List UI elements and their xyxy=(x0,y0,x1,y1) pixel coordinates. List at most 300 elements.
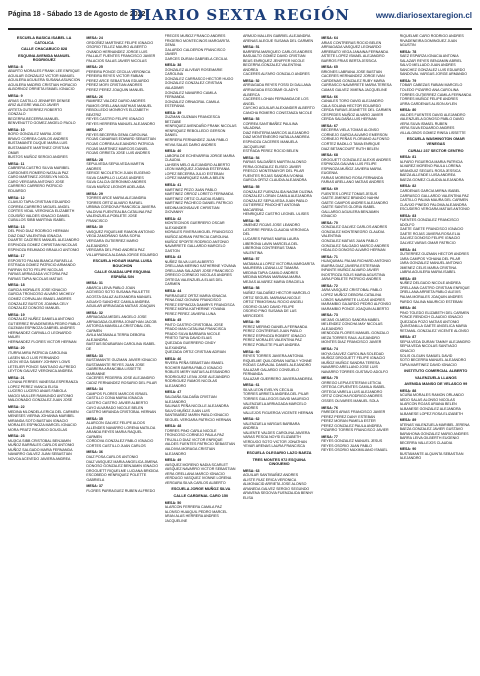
voter-name: PIZARRO TORRES FRANCISCO JAVIER xyxy=(321,428,393,433)
voter-name: HENRIQUEZ CASTRO LEONEL ULISES xyxy=(243,212,315,217)
voter-name: ARANEDA GALVEZ SERGIO SEGUNDO xyxy=(243,487,315,492)
voter-name: TOLEDO PIZARRO ANA CAROLINA xyxy=(400,88,472,93)
voter-name: GONZALEZ NUÑEZ DANIELA ANTONIO xyxy=(8,317,80,322)
voter-name: LABRA AGUILERA MARIA ISABEL xyxy=(400,270,472,275)
voter-name: CASTILLO CONA MARIA IGNACIA xyxy=(86,396,158,401)
voter-name: VALDES FUENTES DAVID ALEJANDRO xyxy=(400,113,472,118)
mesa-label: MESA: 43 xyxy=(165,255,237,260)
mesa-label: MESA: 56 xyxy=(243,219,315,224)
voter-name: GONZALEZ GONZALEZ CRISTIAN VALADIMIR xyxy=(165,81,237,90)
voter-name: URBINA CORDOVA FRANCISCA JAVIERA xyxy=(86,205,158,210)
voter-name: ACEVEDO SOTO SUSANA PAULETTE xyxy=(86,290,158,295)
voter-name: AGUILERA MADRID CRISTIAN HORACIO xyxy=(8,83,80,88)
voter-name: OSORIO OLMO DAVID FELIPE xyxy=(243,305,315,310)
mesa-label: MESA: 90 xyxy=(400,447,472,452)
voter-name: RIQUELME CARO RODRIGO ANDRES xyxy=(400,34,472,39)
voter-name: ROJAS CORREA ALEJANDRO PATRICIA xyxy=(86,142,158,147)
voter-name: SEPULVEDA DURAN TAMMY ALEJANDRO xyxy=(400,340,472,345)
voter-name: TAPIA MARTINEZ DAVID IGNACIO xyxy=(400,363,472,368)
voter-name: FUENTES ROJAS SANDRA IVONNA xyxy=(243,174,315,179)
voter-name: DUARTE CACERES MANUEL ALEJANDRO xyxy=(8,238,80,243)
voter-name: CESPEDES MUÑOZ ALVARO JAVIER xyxy=(321,113,393,118)
voter-name: SEPULVEDA NICOLAS SANTIAGO IGNACIO xyxy=(400,344,472,353)
mesa-label: MESA: 11 xyxy=(8,162,80,167)
voter-name: RAMIREZ VALDEZ DARIO ANDRES xyxy=(86,99,158,104)
voter-name: PEREIRA REYES VICTOR FABIAN xyxy=(86,74,158,79)
voter-name: SANDOVAL VARGAS JORGE ARMANDO xyxy=(400,72,472,77)
mesa-label: MESA: 38 xyxy=(165,63,237,68)
voter-name: ESTRADA PEREZ ROCIO BELEN xyxy=(243,149,315,154)
mesa-label: MESA: 52 xyxy=(243,79,315,84)
voter-name: GALVEZ DONOSO FELIPE IGNACIO xyxy=(400,236,472,241)
voter-name: ORTIZ SEGUEL MARIANA NICOLE xyxy=(243,296,315,301)
voter-name: JIMENEZ ROJAS JOSE LEANDRO xyxy=(243,223,315,228)
voter-listing-columns xyxy=(8,34,472,664)
voter-name: NOVOA ACEVEDO JAVIERA ANDREA xyxy=(8,457,80,462)
voter-name: MEJIAS ALVAREZ MARIA GRACIELA xyxy=(243,280,315,285)
voter-name: NAVARRO GALVEZ JUAN SEBASTIAN xyxy=(8,452,80,457)
voter-name: CABRERA ARANCIBIA LISSETTE MARIANNE xyxy=(86,367,158,376)
voter-name: ROJAS CANARIAS EDWARD SEBASTIAN xyxy=(86,137,158,142)
voter-name: SALVO MUÑOZ JUAN LUIS xyxy=(165,409,237,414)
voter-name: NAVARRO TORRES GUSTAVO ADOLFO xyxy=(321,370,393,375)
voter-name: ARAVENA SEGOVIA FUENZALIDA BENNY ELISA xyxy=(243,491,315,500)
voter-name: HERNANDEZ CARVALLO LEONARDO MAURI xyxy=(8,331,80,340)
mesa-label: MESA: 71 xyxy=(321,255,393,260)
voter-name: SOTO BECERRA MANUEL ALEJANDRO xyxy=(400,358,472,363)
school-heading: ESCUELA HOGAR MARIA LUISA BOUCHON xyxy=(86,259,158,268)
voter-name: VERA SILVA ISMAEL RUBEN xyxy=(400,122,472,127)
mesa-label: MESA: 83 xyxy=(400,214,472,219)
voter-name: MARTINEZ ORTIZ CLAUDIA ISABEL xyxy=(165,197,237,202)
voter-name: ACUÑA MORALES RAMON ORLANDO xyxy=(400,393,472,398)
mesa-label: MESA: 49 xyxy=(165,458,237,463)
voter-name: MEDINA MLONDELA ERICA DEL CARMEN xyxy=(8,410,80,415)
voter-name: GARCIA TRONCOSO ALVARO MICHELY xyxy=(8,292,80,297)
voter-name: ESCUDERO VERGARA MATIAS ANTONIO xyxy=(400,207,472,212)
voter-name: ARAN ALAS HERRERA ANDRES JACQUELINE xyxy=(165,514,237,523)
voter-name: VASQUEZ MORENO NADIA SCARLET xyxy=(165,463,237,468)
voter-name: MEDINA TAPIA CAMILO ANDRES xyxy=(243,271,315,276)
voter-name: ORELLANA ARRIETA PABLO ALEXIS xyxy=(400,290,472,295)
voter-name: CASTRO CASTRO JAVIER ALBERTO xyxy=(86,401,158,406)
voter-name: INFANTE MUÑOZ ALVARO JAVIER xyxy=(321,268,393,273)
voter-name: REBOLLEDO MONROYS ELIZABETH BEATRIZ xyxy=(86,108,158,117)
voter-name: MUÑOZ BARRALES CARLOS ANTONIO xyxy=(8,443,80,448)
mesa-label: MESA: 18 xyxy=(8,283,80,288)
voter-name: GONZALEZ DONOSO MANUEL xyxy=(8,306,80,311)
voter-name: FERIA GONZALEZ ELISEO JAVIER xyxy=(243,165,315,170)
voter-name: PARRAGUEZ ORTIZ MARIA IGNACIA xyxy=(165,294,237,299)
mesa-label: MESA: 13 xyxy=(8,225,80,230)
voter-name: PEREZ ARCE SEBASTIAN EDUARDO xyxy=(86,79,158,84)
voter-name: RIQUELME QUILODRAN NATALY YONNE xyxy=(243,359,315,364)
voter-name: GONZALEZ SEPULVEDA JUAN PABLO xyxy=(243,199,315,204)
voter-name: PEREZ PEREZ JOAQUIN MANUEL xyxy=(86,88,158,93)
voter-name: REYES CASTRO FELIPE IGNACIO xyxy=(86,117,158,122)
voter-name: TRUJILLO DIAZ VICTOR ENRIQUE xyxy=(165,438,237,443)
voter-name: ALISTE RUIZ ERICA VERONICA xyxy=(243,478,315,483)
voter-name: OSSES OLIVARES MANUEL SOLA xyxy=(321,399,393,404)
voter-name: LEYTON GALVEZ VERONICA ANDREA xyxy=(8,369,80,374)
school-heading: ESCUELA OLEGARIO LAZO BAEZA xyxy=(243,451,315,456)
voter-name: MAUREIRA LIZANA LUZ TAMARA xyxy=(243,266,315,271)
voter-name: RIVADENEIRA DOMINGUEZ JUAN AGUSTIN xyxy=(400,39,472,48)
voter-name: JARA CAMPOS YOHANA DEL PILAR xyxy=(400,257,472,262)
voter-name: VILLALOBOS GOMEZ RINSA LISSETTE xyxy=(400,131,472,136)
mesa-label: MESA: 74 xyxy=(321,347,393,352)
mesa-label: MESA: 58 xyxy=(243,286,315,291)
voter-name: GONZALEZ ALIVEAR ROSEMARIE CAROLINA xyxy=(165,68,237,77)
voter-name: DIAZ DIAZ VALENTINA IGNACIA xyxy=(8,234,80,239)
voter-name: ORTIZ CONCHA RODRIGO ANDRES xyxy=(321,394,393,399)
voter-name: LATORRE PEREA CLAUDIA VERONICA DEL xyxy=(243,228,315,237)
voter-name: MAGGI MULLER RAIMUNDO ANTONIO xyxy=(8,394,80,399)
voter-name: LEON MARQUEZ JOANNA ESTEFANIA xyxy=(165,167,237,172)
voter-name: MORALES ESPINOZA MARCEL IGNACIO xyxy=(8,423,80,428)
voter-name: TORRES GALLEGOS DAVID MAURICIO xyxy=(243,397,315,402)
mesa-label: MESA: 65 xyxy=(321,65,393,70)
voter-name: GUTIERREZ RIVADENEIRA PEDRO PABLO xyxy=(8,322,80,327)
voter-name: ORTEGA VALENZUELA ELIAS DEL CARMEN xyxy=(165,278,237,287)
voter-name: ARIAS CASTILLO JENNIFER DENISE xyxy=(8,99,80,104)
voter-name: PALMA MORALES JOAQUIN ANDRES xyxy=(400,295,472,300)
mesa-label: MESA: 55 xyxy=(243,185,315,190)
mesa-label: MESA: 75 xyxy=(321,376,393,381)
voter-name: LAHSEN MELO ALEJANDRO ALBERTO xyxy=(165,163,237,168)
voter-name: DONOSO GONZALEZ BENJAMIN IGNACIO xyxy=(86,464,158,469)
voter-name: AVILA MATAMALA TERRA DEBORA ALEJANDRA xyxy=(86,333,158,342)
voter-name: CANALES TORO DAVID ALEJANDRO xyxy=(321,99,393,104)
listing-column xyxy=(321,34,393,664)
voter-name: QUINTANILLA GAETE ANGELICA MARIA xyxy=(400,324,472,329)
voter-name: PALACIOS SALAS JAVIER NICOLAS xyxy=(86,59,158,64)
voter-name: VALENZUELA ARRIAGADA MARCELO ANDRES xyxy=(243,402,315,411)
voter-name: ARRIAGADA ESCOBAR GLADYS ALBERCA xyxy=(243,88,315,97)
voter-name: PEREZ ESPINOZA DAMIRYS FRANCISCA xyxy=(165,303,237,308)
mesa-label: MESA: 87 xyxy=(400,335,472,340)
page-header xyxy=(8,6,472,30)
voter-name: MONTECINOS GUERRERO OSCAR ALEXANDER xyxy=(165,221,237,230)
voter-name: SILVA CALCIA GERONIMO ANDRES xyxy=(86,180,158,185)
voter-name: RODAS CARVAJAL DANIEL ALEJANDRO xyxy=(243,363,315,368)
voter-name: ESPINOZA MUÑOZ JAVIERA MARIA EUGENIA xyxy=(321,167,393,176)
mesa-label: MESA: 40 xyxy=(165,149,237,154)
voter-name: REYES OSORIO MAXIMILIANO ISMAEL xyxy=(321,448,393,453)
voter-name: ORTEGA VARELA LUIS ALEJANDRO xyxy=(321,390,393,395)
voter-name: ALONSO HUAIQUIL PEDRO MARCEL xyxy=(165,510,237,515)
voter-name: OSORIO PINO SUSANA DE LAS MERCEDES xyxy=(243,309,315,318)
voter-name: AGUILAR GONZALEZ VICTOR MANUEL xyxy=(8,74,80,79)
voter-name: MEDINA MONSALVE CHRISTIAN GIOVANNY xyxy=(165,206,237,215)
voter-name: BUSTAMANTE ALQUINTA SEBASTIAN ALEJANDRO xyxy=(400,452,472,461)
voter-name: VERGARA SILVA CARLOS ALBERTO xyxy=(165,481,237,486)
voter-name: BUSTAMANTE MARTINEZ CRISTIAN OMAR xyxy=(8,146,80,155)
voter-name: FARIAS ARELLANO MATIAS ANDRES xyxy=(321,180,393,185)
voter-name: BECERRA VIELA TOMAS ALONSO xyxy=(321,128,393,133)
voter-name: CACERES PEDERRA JOSE ALEJANDRO xyxy=(86,376,158,381)
voter-name: MENDOZA FLORES MANUEL GONZALO xyxy=(321,331,393,336)
voter-name: NUÑEZ DELGADO NICOLE ANDREA xyxy=(400,281,472,286)
mesa-label: MESA: 9 xyxy=(8,94,80,99)
voter-name: JIMENEZ CELIS MARIA CRISTINA xyxy=(400,266,472,271)
mesa-label: MESA: 25 xyxy=(86,65,158,70)
voter-name: VALLEJOS FIGUEROA VICENTE HERNAN xyxy=(243,411,315,416)
voter-name: ALBORNOZ ORRIETA ISMAEL IGNACIO xyxy=(8,87,80,92)
mesa-label: MESA: 31 xyxy=(86,281,158,286)
voter-name: ESPINOZA CACERES MANUELA JACQUELINE xyxy=(243,140,315,149)
voter-name: CORTES CASTILLO JUAN CARLOS xyxy=(86,444,158,449)
voter-name: LOPEZ PEREZ VIANCA ELISA xyxy=(8,385,80,390)
mesa-label: MESA: 26 xyxy=(86,95,158,100)
voter-name: ORREGO LEPIA ESTEFANI LETICIA xyxy=(321,381,393,386)
voter-name: FARIAS ARRIAGADA VICTORIA PAZ xyxy=(8,272,80,277)
voter-name: PEREIRA PONCE CECILIA VERONICA xyxy=(86,70,158,75)
website-link[interactable]: www.diariosextaregion.cl xyxy=(376,11,472,20)
voter-name: ORELLANA SALAZAR JOSE FRANCISCO xyxy=(165,269,237,274)
voter-name: PEREZ POBLETE PILAR ANDREA xyxy=(243,343,315,348)
voter-name: ATENAS VALENZUELA MARIBEL JERENA xyxy=(400,423,472,428)
school-heading: CALLE CARDENAL CARO 150 xyxy=(165,494,237,499)
voter-name: BORO GONZALEZ MARIA JOSE xyxy=(8,132,80,137)
voter-name: SILVA LEON EVELYN CECILIA xyxy=(243,388,315,393)
voter-name: ALARCON GALVEZ FELIPE ALDOS xyxy=(86,421,158,426)
mesa-label: MESA: 46 xyxy=(165,357,237,362)
voter-name: DIAZ VASQUEZ MARIA ANGELICA JIMENA xyxy=(86,460,158,465)
voter-name: CARRERO CARRERO PATRICIO EDUARDO xyxy=(8,184,80,193)
school-heading: VALENZUELA LLANOS xyxy=(400,376,472,381)
voter-name: INOSTROZA SOLIS MARIA AGUSTINA xyxy=(321,273,393,278)
voter-name: BENVENUTTO GOMEZ ANGELO PAOLO xyxy=(8,121,80,126)
voter-name: HERNANDEZ FLORES VICTOR HERNAN xyxy=(8,340,80,345)
voter-name: LIBERONA CONTRERAS TANIA VALENTINA xyxy=(243,246,315,255)
listing-column xyxy=(243,34,315,664)
school-heading: ESCUELA JORGE MUÑOZ SILVA xyxy=(165,487,237,492)
voter-name: VALDIVIA MORAGA CRISTIAN ALEJANDRO xyxy=(165,447,237,456)
voter-name: MUJICA SIBB CRISTOBAL BENJAMIN xyxy=(8,439,80,444)
voter-name: VALDES FUENTES PATRICIO SEBASTIAN xyxy=(165,442,237,447)
school-heading: TRES MONTES 972 ESQUINA CINGUEMO xyxy=(243,458,315,467)
voter-name: LOBOS NAVARRETE LUCAS ANDRES xyxy=(321,298,393,303)
voter-name: ARENAS ALEGUE SUSANA DEL CARMEN xyxy=(243,39,315,44)
voter-name: MUÑOZ DROGUETT FELIPE IGNACIO xyxy=(321,356,393,361)
voter-name: SANCHEZ GONZALEZ LUIS EDUARDO xyxy=(400,68,472,73)
voter-name: SERICE NICOLETICH JUAN EUGENIO xyxy=(86,171,158,176)
voter-name: MATAMALA LOPEZ VICTORIA MARGARITA xyxy=(243,262,315,267)
voter-name: GAETE ROJAS JAVIERA ROSA ELIA xyxy=(400,232,472,237)
mesa-label: MESA: 86 xyxy=(400,306,472,311)
voter-name: REYES HERRERA MANUEL ALEJANDRO xyxy=(86,122,158,127)
voter-name: HUAIQUIMAL PALMA RICHARD ANTONIO xyxy=(321,259,393,264)
voter-name: CORNEJO GARCIA ALVARO EMERSON xyxy=(321,133,393,138)
voter-name: FARIAS MORENO ROSA FERNANDA xyxy=(321,176,393,181)
voter-name: LOPEZ MUÑOZ DEBORA CATALINA xyxy=(321,293,393,298)
school-heading: ESCUELA BASICA ISABEL LA CATOLICA xyxy=(8,36,80,45)
mesa-label: MESA: 73 xyxy=(321,313,393,318)
mesa-label: MESA: 8 xyxy=(8,65,80,70)
voter-name: TORRES ARCE MARIA ALEJANDRA xyxy=(86,196,158,201)
mesa-label: MESA: 53 xyxy=(243,117,315,122)
voter-name: PEREZ MORALES VALENTINA PAZ xyxy=(243,338,315,343)
voter-name: FLORES PARRAGUEZ RUBEN ALFREDO xyxy=(86,489,158,494)
voter-name: ORREGO CORNEJO NICOLAS ANDRES xyxy=(165,273,237,278)
voter-name: GONZALEZ SALGADO MARCO ANDRES xyxy=(321,244,393,249)
voter-name: GONZALEZ MATIAS JUAN PABLO xyxy=(321,239,393,244)
voter-name: GONZALEZ NAVARRO CAMILA FERNANDA xyxy=(165,91,237,100)
voter-name: QUEZADA POZO MATIAS ANTONIO xyxy=(400,320,472,325)
voter-name: VERGARA DEL PINO ANDREA PAZ xyxy=(86,248,158,253)
mesa-label: MESA: 12 xyxy=(8,196,80,201)
voter-name: LOPEZ MANRIQUEZ KARLA BELEN xyxy=(165,176,237,181)
voter-name: GALVEZ VARAS OMAR PATRICIO xyxy=(400,241,472,246)
mesa-label: MESA: 54 xyxy=(243,156,315,161)
voter-name: ORTEGA CIFUENTES CAMILA ISABEL xyxy=(321,385,393,390)
voter-name: SILVA MUÑOZ LEONOR ADELAIDA xyxy=(86,185,158,190)
voter-name: AGUILAR SANTIBAÑEZ ANDRES xyxy=(243,473,315,478)
voter-name: ALLENDES NAVARRO LORENA MATILDA xyxy=(86,426,158,431)
voter-name: MUÑOZ SPORTE RODRIGO ANTONIO xyxy=(165,240,237,245)
voter-name: SANTIBAÑEZ MARIN PABLO IGNACIO xyxy=(165,413,237,418)
mesa-label: MESA: 79 xyxy=(400,79,472,84)
voter-name: CUBILLOS SIBB MARTINA ISABEL xyxy=(8,218,80,223)
voter-name: CACERES HERNANDEZ JORGE IVAN xyxy=(321,74,393,79)
voter-name: BAEZA GOMEZ CLAUDIA ALEJANDRA xyxy=(400,178,472,183)
voter-name: PEREZ ESPINOZA ROBERT IGNACIO xyxy=(243,334,315,339)
voter-name: FRESCO MONTEMAYOR DEL PILAR xyxy=(243,169,315,174)
voter-name: NAVARRETE GALLARDO MARCELO GASTON xyxy=(165,244,237,253)
voter-name: VALIENTE VALDES CAROLINA JAVIERA xyxy=(243,431,315,436)
voter-name: GALLARDO AGUILERA BENJAMIN IGNACIO xyxy=(321,210,393,219)
voter-name: MUÑOZ MUÑOZ SANDRA TERESA xyxy=(321,361,393,366)
voter-name: YEVAR ARENAS LAURA FRANCISCA xyxy=(243,444,315,449)
voter-name: FRIGERIO MONTECINOS MARGARITA GEMA xyxy=(165,39,237,48)
voter-name: PEREZ CONTRERAS JUAN PABLO xyxy=(243,329,315,334)
voter-name: VERDUGO VASQUEZ IVONNE LORENA xyxy=(165,476,237,481)
voter-name: MEJIAS OLMEDO SANDRA MABEL xyxy=(321,318,393,323)
voter-name: ARTETA GUTIERREZ ROBERTO GONZALO xyxy=(8,108,80,117)
mesa-label: MESA: 41 xyxy=(165,183,237,188)
voter-name: ARANGUIZ SEGUEL ROSA JESSICA xyxy=(400,169,472,174)
mesa-label: MESA: 50 xyxy=(165,501,237,506)
mesa-label: MESA: 66 xyxy=(321,95,393,100)
voter-name: FARIAS SALDAÑES MARTIN ALONSO xyxy=(243,160,315,165)
mesa-label: MESA: 45 xyxy=(165,318,237,323)
voter-name: ROJAS ORRIETA JOSE LUIS ANDRES xyxy=(86,151,158,156)
voter-name: RODRIGUEZ RAMOS NICOLAS ALEJANDRO xyxy=(165,379,237,388)
voter-name: GAETE CAMPOS ANDRES ALEJANDRO xyxy=(321,201,393,206)
voter-name: ESPINOZA GALVAN LUIS FELIPE xyxy=(321,162,393,167)
voter-name: CAMPOS FLORES MARCOS ISRAEL xyxy=(86,392,158,397)
voter-name: ALFARO FIGUEROA MARIA PATRICIA xyxy=(400,160,472,165)
voter-name: LOYANA FERRES VANESSA ESPERANZA xyxy=(8,380,80,385)
voter-name: FRECES MUÑOZ FRANCO ANDRES xyxy=(165,34,237,39)
voter-name: RETAMAL GONZALEZ VICENTE ALONSO xyxy=(400,329,472,334)
voter-name: BECERRA BECERRA MANUEL xyxy=(8,117,80,122)
voter-name: SALDAÑA SALDAÑA CRISTIAN ALEJANDRO xyxy=(165,395,237,404)
voter-name: ESTRADA GOMEZ PATRICIO ARMANDO xyxy=(8,263,80,268)
voter-name: CACERES ALFARO GONZALO ANDRES xyxy=(243,72,315,77)
mesa-label: MESA: 78 xyxy=(400,50,472,55)
voter-name: CAMAS GALVEZ XIMENA JACQUELINE xyxy=(321,88,393,93)
voter-name: SALAZAR REYES BENJAMIN ABRIEL xyxy=(400,59,472,64)
mesa-label: MESA: 35 xyxy=(86,417,158,422)
voter-name: HERRERA FERNANDEZ JUAN PABLO xyxy=(165,138,237,143)
voter-name: BECERRA VALLEJOS CLAUDIA xyxy=(400,441,472,446)
voter-name: OSORIO TELLEZ MAURO ALBERTO xyxy=(86,45,158,50)
voter-name: GARCES DURAN GABRIELA CECILIA xyxy=(165,57,237,62)
voter-name: CARO MARTINEZ JOSSELYN NICOL xyxy=(8,175,80,180)
voter-name: ROCHER BARRA PABLO IGNACIO xyxy=(165,366,237,371)
voter-name: DIAZ POSA CARLOS ANTONIO xyxy=(86,455,158,460)
voter-name: ALBANESE LOPEZ ROSA ELIZABETH xyxy=(400,412,472,417)
voter-name: MARTINEZ PEZO JUAN PABLO xyxy=(165,188,237,193)
mesa-label: MESA: 77 xyxy=(321,435,393,440)
school-heading: CURALI 237 SECTOR CENTRO xyxy=(400,149,472,154)
voter-name: ARIZ ALEGRE WALDO JAVIER xyxy=(8,103,80,108)
voter-name: FUENTES GONZALEZ FRANCISCO ADOLFO xyxy=(400,218,472,227)
voter-name: SOLIS OLGUIN SAMUEL DAVID xyxy=(400,354,472,359)
voter-name: CABRERA CASTRO SILVIA MARIBEL xyxy=(8,166,80,171)
voter-name: CASTRO MIRANDA CRISTOBAL HERNAN xyxy=(86,410,158,415)
voter-name: MEDINA MORAN MARIANA MARIA xyxy=(243,275,315,280)
voter-name: CADIZ FERNANDEZ ROSARIO DEL PILAR xyxy=(86,381,158,386)
voter-name: PEREZ GONZALEZ PAULA ANDREA xyxy=(321,424,393,429)
mesa-label: MESA: 48 xyxy=(165,424,237,429)
voter-name: GUTIERREZ PINOCHET ANTONIA MACARENA xyxy=(243,203,315,212)
voter-name: MARAMBIO GAJARDO PEDRO ALFONSO xyxy=(321,302,393,307)
mesa-label: MESA: 33 xyxy=(86,354,158,359)
mesa-label: MESA: 10 xyxy=(8,128,80,133)
voter-name: ORELLANA CASTRO CRISTIAN ENRIQUE xyxy=(400,286,472,291)
voter-name: SALAZAR GALARDO CONSUELO FERNANDA xyxy=(243,368,315,377)
voter-name: RAMOS ORELLANA MATHIAS MANUEL xyxy=(86,104,158,109)
voter-name: PENA DIAZ GIOVANI FRANCISCO xyxy=(165,298,237,303)
voter-name: RODRIGUEZ LEIVA JOSE ALEJANDRO xyxy=(165,375,237,380)
voter-name: BRAVO CORREA CARLOS ANDRES xyxy=(8,137,80,142)
voter-name: JARA POBLETE PATRICIO ANDRES xyxy=(321,277,393,282)
voter-name: BECERRA GONZALEZ VALENTINA ANDREA xyxy=(243,63,315,72)
mesa-label: MESA: 24 xyxy=(86,36,158,41)
voter-name: CORREA CARRERO MIGUEL ANGEL xyxy=(8,205,80,210)
voter-name: GALARDO CALDERON FRANCISCO JAVIER xyxy=(165,48,237,57)
voter-name: BARRERA MARIQUEO CARLOS ANDRES xyxy=(243,50,315,55)
voter-name: TORRES ARRIETA ANDREA DEL PILAR xyxy=(243,392,315,397)
voter-name: PAREDES ARIAS FRANCISCO JAVIER xyxy=(321,410,393,415)
mesa-label: MESA: 23 xyxy=(8,434,80,439)
voter-name: NUÑEZ SILVA LUIS ALBERTO xyxy=(165,260,237,265)
voter-name: BUSTAMANTE GUZMAN JAVIER IGNACIO xyxy=(86,358,158,363)
mesa-label: MESA: 36 xyxy=(86,450,158,455)
voter-name: PEREZ PEREZ DANY ESTEBAN xyxy=(321,415,393,420)
voter-name: VARAS PESOA NOYSI ELIZABETH xyxy=(243,435,315,440)
voter-name: CAYCHO AGUILAR ALEXANDER ALBERTO xyxy=(243,106,315,111)
school-heading: ESQUINA AVENIDA MANUEL RODRIGUEZ xyxy=(8,54,80,63)
voter-name: MIRANDA SOTO BASTIAN IGNACIO xyxy=(8,419,80,424)
mesa-label: MESA: 42 xyxy=(165,217,237,222)
voter-name: FUENTES LOPEZ TOMAS JESUS xyxy=(321,192,393,197)
voter-name: NAVARRO ARELLANO JOSE LUIS xyxy=(321,365,393,370)
voter-name: GOMEZ CORVALAN ISMAEL ANDRES xyxy=(8,297,80,302)
voter-name: ESPOSITO PALMA BIANCA RAFAELLA xyxy=(8,259,80,264)
voter-name: ITURRA MIRA PATRICIA CAROLINA xyxy=(8,351,80,356)
voter-name: LEON VEGA SAMMY JOHNNY LOWS xyxy=(8,360,80,365)
mesa-label: MESA: 70 xyxy=(321,221,393,226)
voter-name: CERDA SALDAÑA LUIS HERNAN xyxy=(321,117,393,122)
voter-name: MALDONADO GONZALEZ JUAN JOSE xyxy=(8,398,80,403)
school-heading: CALLE GUADALUPE ESQUINA ESPAÑA S/N xyxy=(86,270,158,279)
voter-name: PEREZ MERINO DANIELA FERNANDA xyxy=(243,325,315,330)
voter-name: VASQUEZ NAVARRO VICTOR SEBASTIAN xyxy=(165,467,237,472)
